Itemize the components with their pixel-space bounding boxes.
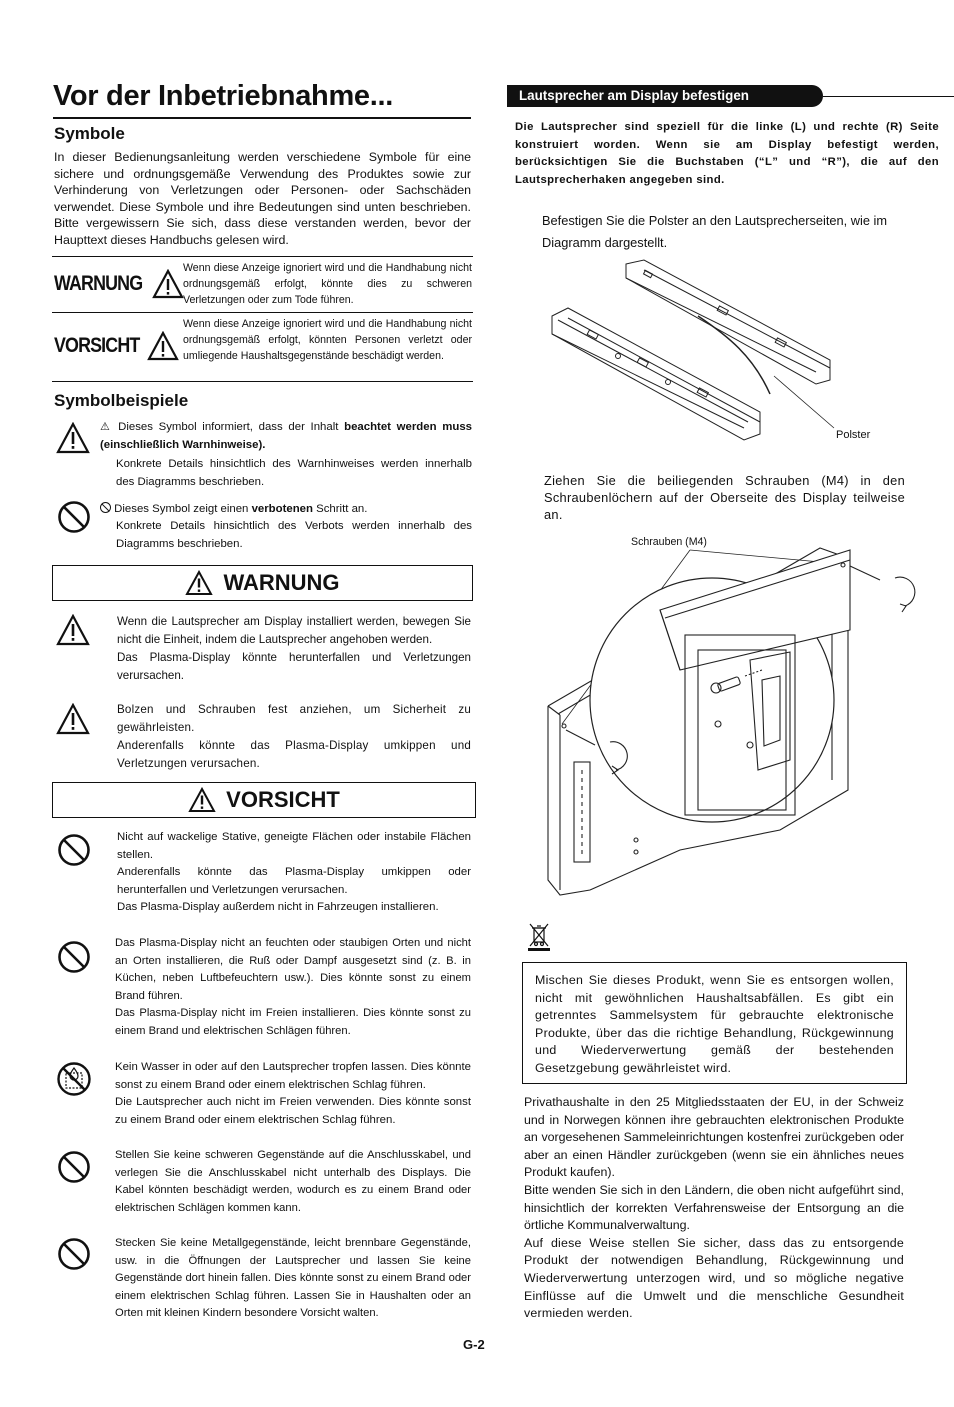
disposal-paragraphs bbox=[524, 1094, 904, 1323]
warning-triangle-icon bbox=[147, 331, 179, 361]
warning-triangle-icon bbox=[185, 570, 213, 596]
warnung-signal-row bbox=[52, 256, 473, 312]
section-pill-heading: Lautsprecher am Display befestigen bbox=[507, 85, 823, 107]
prohibition-icon bbox=[57, 833, 91, 867]
page-number: G-2 bbox=[463, 1337, 485, 1352]
speaker-bold-intro: Die Lautsprecher sind speziell für die linke (L) und rechte (R) Seite konstruiert worden. Wenn sie am Display befestigt werden, berücksichtigen Sie die Buchstaben (“L” und “R”), die auf den Lautsprecherhaken angegeben sind. bbox=[515, 121, 939, 186]
warning-triangle-icon bbox=[56, 703, 90, 735]
warnung-item-1-text: Wenn die Lautsprecher am Display installiert werden, bewegen Sie nicht die Einheit, indem die Lautsprecher angehoben werden. bbox=[117, 615, 471, 646]
warning-triangle-icon bbox=[56, 422, 90, 454]
disposal-paragraph-1: Privathaushalte in den 25 Mitgliedsstaaten der EU, in der Schweiz und in Norwegen können ihre gebrauchten elektronischen Produkte an vorgesehenen Sammeleinrichtungen kostenfrei zurückgeben oder aber an einen Händler zurückgeben (wenn sie ein ähnliches neues Produkt kaufen). bbox=[524, 1095, 904, 1180]
warnung-item-1-consequence: Das Plasma-Display könnte herunterfallen und Verletzungen verursachen. bbox=[117, 651, 471, 682]
vorsicht-signal-label: VORSICHT bbox=[54, 334, 140, 357]
vorsicht-item-3 bbox=[115, 1059, 471, 1129]
vorsicht-section-label: VORSICHT bbox=[226, 787, 340, 812]
vorsicht-section-header bbox=[52, 782, 476, 818]
vorsicht-item-1-note: Das Plasma-Display außerdem nicht in Fahrzeugen installieren. bbox=[117, 901, 439, 914]
example-warning-detail: Konkrete Details hinsichtlich des Warnhinweises werden innerhalb des Diagramms beschrieben. bbox=[116, 458, 472, 488]
example-warning-text bbox=[100, 419, 472, 454]
display-screw-diagram bbox=[540, 540, 920, 910]
page-title: Vor der Inbetriebnahme... bbox=[53, 80, 394, 112]
prohibition-icon bbox=[57, 1150, 91, 1184]
warnung-section-label: WARNUNG bbox=[223, 570, 340, 595]
disposal-paragraph-2: Bitte wenden Sie sich in den Ländern, die oben nicht aufgeführt sind, hinsichtlich der korrekten Verfahrensweise der Entsorgung an die örtliche Kommunalverwaltung. bbox=[524, 1182, 904, 1233]
polster-label: Polster bbox=[836, 429, 871, 441]
example-warning-pre: Dieses Symbol informiert, dass der Inhalt bbox=[118, 421, 345, 433]
no-water-icon bbox=[56, 1061, 92, 1097]
warnung-item-2-text: Bolzen und Schrauben fest anziehen, um Sicherheit zu gewährleisten. bbox=[117, 703, 471, 734]
symbolbeispiele-heading: Symbolbeispiele bbox=[54, 391, 189, 410]
prohibition-icon bbox=[57, 500, 91, 534]
example-prohibit-bold: verbotenen bbox=[251, 503, 313, 515]
pill-heading-rule bbox=[823, 96, 954, 97]
symbole-intro: In dieser Bedienungsanleitung werden verschiedene Symbole für eine sichere und ordnungsgemäße Verwendung des Produktes sowie zur Verhinderung von Verletzungen oder Personen- oder Sachschäden verwendet. Diese Symbole und ihre Bedeutungen sind unten beschrieben. Bitte vergewissern Sie sich, dass diese verstanden werden, bevor der Haupttext dieses Handbuchs gelesen wird. bbox=[54, 150, 471, 247]
warnung-signal-text: Wenn diese Anzeige ignoriert wird und die Handhabung nicht ordnungsgemäß erfolgt, könnte dies zu schweren Verletzungen oder zum Tode führen. bbox=[183, 262, 472, 306]
step-1-text: Befestigen Sie die Polster an den Lautsprecherseiten, wie im Diagramm dargestellt. bbox=[542, 213, 888, 250]
example-prohibit-post: Schritt an. bbox=[312, 503, 368, 515]
example-prohibit-detail: Konkrete Details hinsichtlich des Verbots werden innerhalb des Diagramms beschrieben. bbox=[116, 520, 472, 550]
symbole-heading: Symbole bbox=[54, 124, 125, 143]
vorsicht-item-4: Stellen Sie keine schweren Gegenstände auf die Anschlusskabel, und verlegen Sie die Anschlusskabel nicht unterhalb des Displays. Die Kabel könnten beschädigt werden, wodurch es zu einem Brand oder elektrischen Schlägen kommen kann. bbox=[115, 1149, 471, 1214]
warnung-item-2 bbox=[117, 701, 471, 773]
warnung-item-2-consequence: Anderenfalls könnte das Plasma-Display umkippen und Verletzungen verursachen. bbox=[117, 739, 471, 770]
vorsicht-signal-row bbox=[52, 312, 473, 382]
vorsicht-signal-text: Wenn diese Anzeige ignoriert wird und die Handhabung nicht ordnungsgemäß erfolgt, könnten Personen verletzt oder umliegende Haushaltsgegenstände beschädigt werden. bbox=[183, 318, 472, 362]
example-warning-bold: beachtet werden muss (einschließlich Warnhinweise). bbox=[100, 421, 472, 451]
small-prohibition-icon bbox=[100, 502, 111, 513]
screws-label: Schrauben (M4) bbox=[631, 536, 707, 548]
disposal-info-text: Mischen Sie dieses Produkt, wenn Sie es entsorgen wollen, nicht mit gewöhnlichen Haushaltsabfällen. Es gibt ein getrenntes Sammelsystem für gebrauchte elektronische Produkte, über das die richtige Behandlung, Rückgewinnung und Wiederverwertung gemäß der bestehenden Gesetzgebung gewährleistet wird. bbox=[535, 973, 894, 1075]
warnung-item-1 bbox=[117, 613, 471, 685]
vorsicht-item-2 bbox=[115, 935, 471, 1041]
vorsicht-item-3-note: Die Lautsprecher auch nicht im Freien verwenden. Dies könnte sonst zu einem Brand oder einem elektrischen Schlag führen. bbox=[115, 1096, 471, 1126]
vorsicht-item-5: Stecken Sie keine Metallgegenstände, leicht brennbare Gegenstände, usw. in die Öffnungen der Lautsprecher und lassen Sie keine Gegenstände dort hinein fallen. Dies könnte sonst zu einem Brand oder einem elektrischen Schlag führen. Lassen Sie in Haushalten oder an Orten mit kleinen Kindern besondere Vorsicht walten. bbox=[115, 1237, 471, 1320]
disposal-info-box bbox=[522, 962, 907, 1084]
vorsicht-item-1-consequence: Anderenfalls könnte das Plasma-Display umkippen oder herunterfallen und Verletzungen verursachen. bbox=[117, 866, 471, 896]
warning-triangle-icon bbox=[56, 614, 90, 646]
step-2-text: Ziehen Sie die beiliegenden Schrauben (M4) in den Schraubenlöchern auf der Oberseite des Display teilweise an. bbox=[544, 473, 905, 522]
vorsicht-item-3-text: Kein Wasser in oder auf den Lautsprecher tropfen lassen. Dies könnte sonst zu einem Brand oder einem elektrischen Schlag führen. bbox=[115, 1061, 471, 1091]
vorsicht-item-2-text: Das Plasma-Display nicht an feuchten oder staubigen Orten und nicht an Orten installieren, die Ruß oder Dampf ausgesetzt sind (z. B. in Küchen, neben Luftbefeuchtern usw.). Dies könnte sonst zu einem Brand führen. bbox=[115, 937, 471, 1002]
example-prohibit-text bbox=[100, 501, 472, 519]
example-prohibit-pre: Dieses Symbol zeigt einen bbox=[114, 503, 252, 515]
vorsicht-item-1 bbox=[117, 829, 471, 917]
speaker-pad-diagram bbox=[548, 256, 848, 446]
prohibition-icon bbox=[57, 1237, 91, 1271]
disposal-paragraph-3: Auf diese Weise stellen Sie sicher, dass das zu entsorgende Produkt der notwendigen Behandlung, Rückgewinnung und Wiederverwertung unterzogen wird, und so mögliche negative Einflüsse auf die Umwelt und die menschliche Gesundheit vermieden werden. bbox=[524, 1235, 904, 1321]
vorsicht-item-1-text: Nicht auf wackelige Stative, geneigte Flächen oder instabile Flächen stellen. bbox=[117, 831, 471, 861]
warnung-section-header bbox=[52, 565, 473, 601]
prohibition-icon bbox=[57, 940, 91, 974]
warning-triangle-icon bbox=[152, 269, 184, 299]
warnung-signal-label: WARNUNG bbox=[54, 272, 143, 295]
vorsicht-item-2-note: Das Plasma-Display nicht im Freien installieren. Dies könnte sonst zu einem Brand und elektrischen Schlägen führen. bbox=[115, 1007, 471, 1037]
small-warning-icon: ⚠ bbox=[100, 421, 113, 433]
crossed-bin-icon bbox=[526, 922, 552, 952]
title-rule bbox=[53, 117, 471, 119]
warning-triangle-icon bbox=[188, 787, 216, 813]
